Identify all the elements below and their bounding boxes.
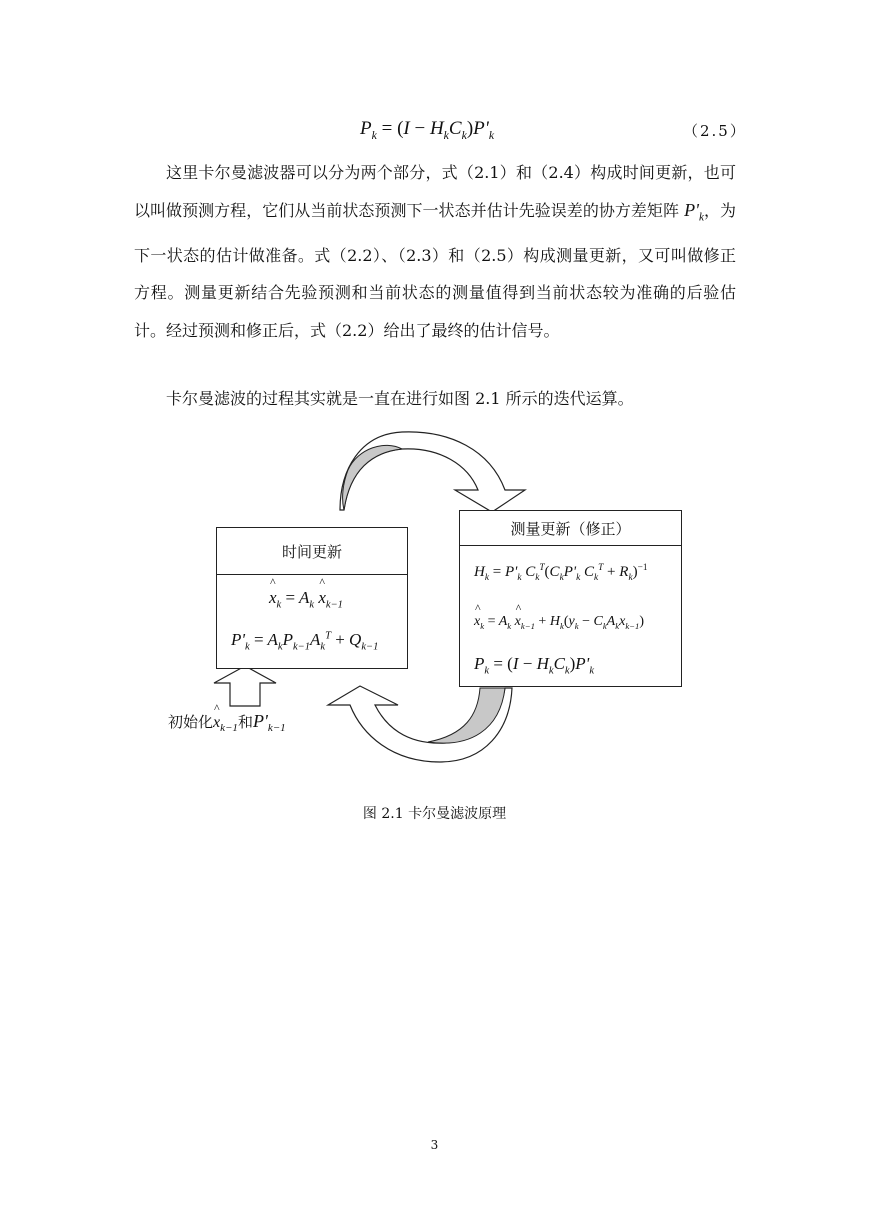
covariance-correction-eq: $P_k = (I - H_kC_k)P'_k$ bbox=[474, 654, 594, 677]
equation-2-5: $P_k = (I - H_kC_k)P'_k$ bbox=[360, 118, 495, 142]
prior-covariance-symbol: $P'_k$ bbox=[684, 199, 704, 224]
time-update-state-eq: ^ $x_k = A_k$ ^ $x_{k-1}$ bbox=[269, 588, 343, 610]
paragraph-1-part-b: ，为下一状态的估计做准备。式（2.2）、（2.3）和（2.5）构成测量更新，又可叫做修正方程。测量更新结合先验预测和当前状态的测量值得到当前状态较为准确的后验估计。经过预测和修正后，式（2.2）给出了最终的估计信号。 bbox=[134, 200, 736, 340]
paragraph-iteration: 卡尔曼滤波的过程其实就是一直在进行如图 2.1 所示的迭代运算。 bbox=[166, 389, 634, 408]
figure-caption: 图 2.1 卡尔曼滤波原理 bbox=[362, 806, 507, 822]
init-prefix: 初始化 bbox=[168, 713, 214, 731]
equation-number: （2.5） bbox=[683, 122, 747, 140]
top-arrow-shade bbox=[343, 445, 402, 510]
top-cycle-arrow bbox=[340, 432, 525, 512]
time-update-box bbox=[216, 527, 408, 669]
time-update-covariance-eq: $P'_k = A_kP_{k-1}A_k^T + Q_{k-1}$ bbox=[231, 630, 379, 653]
measurement-update-box bbox=[459, 510, 682, 687]
measurement-update-title: 测量更新（修正） bbox=[460, 511, 681, 546]
init-up-arrow bbox=[214, 666, 276, 706]
init-and: 和 bbox=[237, 713, 253, 731]
page-number: 3 bbox=[430, 1138, 439, 1152]
time-update-title: 时间更新 bbox=[217, 528, 407, 575]
initialization-label: 初始化^ $x_{k-1}$和$P'_{k-1}$ bbox=[168, 711, 286, 734]
kalman-gain-eq: $H_k = P'_k$ $C_k^T(C_kP'_k$ $C_k^T + R_k)^{-1}$ bbox=[474, 563, 648, 583]
state-correction-eq: ^ $x_k = A_k$ ^ $x_{k-1} + H_k(y_k - C_kA_kx_{k-1})$ bbox=[474, 614, 644, 631]
paragraph-1-part-a: 这里卡尔曼滤波器可以分为两个部分，式（2.1）和（2.4）构成时间更新，也可以叫做预测方程，它们从当前状态预测下一状态并估计先验误差的协方差矩阵 bbox=[134, 163, 736, 220]
